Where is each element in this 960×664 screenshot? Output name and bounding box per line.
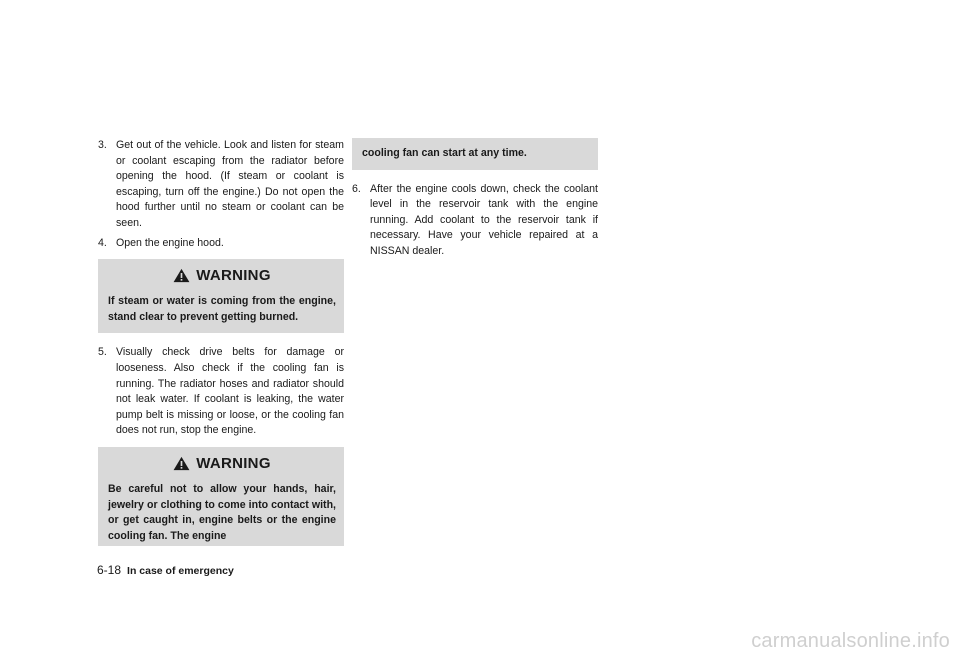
warning-header	[108, 267, 336, 284]
warning-text: cooling fan can start at any time.	[362, 147, 527, 159]
warning-box	[98, 447, 344, 546]
step-text: After the engine cools down, check the coolant level in the reservoir tank with the engine running. Add coolant to the reservoir tank if necessary. Have your vehicle repaired at a NISSAN dealer.	[370, 182, 598, 257]
warning-text: If steam or water is coming from the engine, stand clear to prevent getting burned.	[108, 295, 336, 323]
warning-triangle-icon	[173, 456, 190, 471]
step-5	[98, 345, 344, 439]
step-4	[98, 236, 344, 252]
page-number: 6-18	[97, 563, 122, 577]
warning-box-continued	[352, 138, 598, 170]
step-6	[352, 182, 598, 260]
warning-title: WARNING	[196, 267, 271, 285]
step-3	[98, 138, 344, 232]
step-number: 3.	[98, 139, 107, 151]
page-footer	[97, 563, 234, 577]
left-column	[98, 138, 344, 546]
watermark: carmanualsonline.info	[751, 630, 950, 652]
step-number: 4.	[98, 236, 107, 249]
step-number: 5.	[98, 346, 107, 359]
step-text: Visually check drive belts for damage or looseness. Also check if the cooling fan is running. The radiator hoses and radiator should not leak water. If coolant is leaking, the water pump belt is missing or loose, or the cooling fan does not run, stop the engine.	[116, 346, 344, 437]
step-text: Open the engine hood.	[116, 236, 224, 249]
warning-box	[98, 259, 344, 333]
warning-header	[108, 455, 336, 472]
warning-triangle-icon	[173, 268, 190, 283]
warning-text: Be careful not to allow your hands, hair, jewelry or clothing to come into contact with, or get caught in, engine belts or the engine cooling fan. The engine	[108, 482, 336, 542]
section-title: In case of emergency	[127, 565, 234, 577]
right-column	[352, 138, 598, 264]
warning-title: WARNING	[196, 454, 271, 472]
step-text: Get out of the vehicle. Look and listen for steam or coolant escaping from the radiator before opening the hood. (If steam or coolant is escaping, turn off the engine.) Do not open the hood further until no steam or coolant can be seen.	[116, 139, 344, 229]
step-number: 6.	[352, 182, 361, 195]
